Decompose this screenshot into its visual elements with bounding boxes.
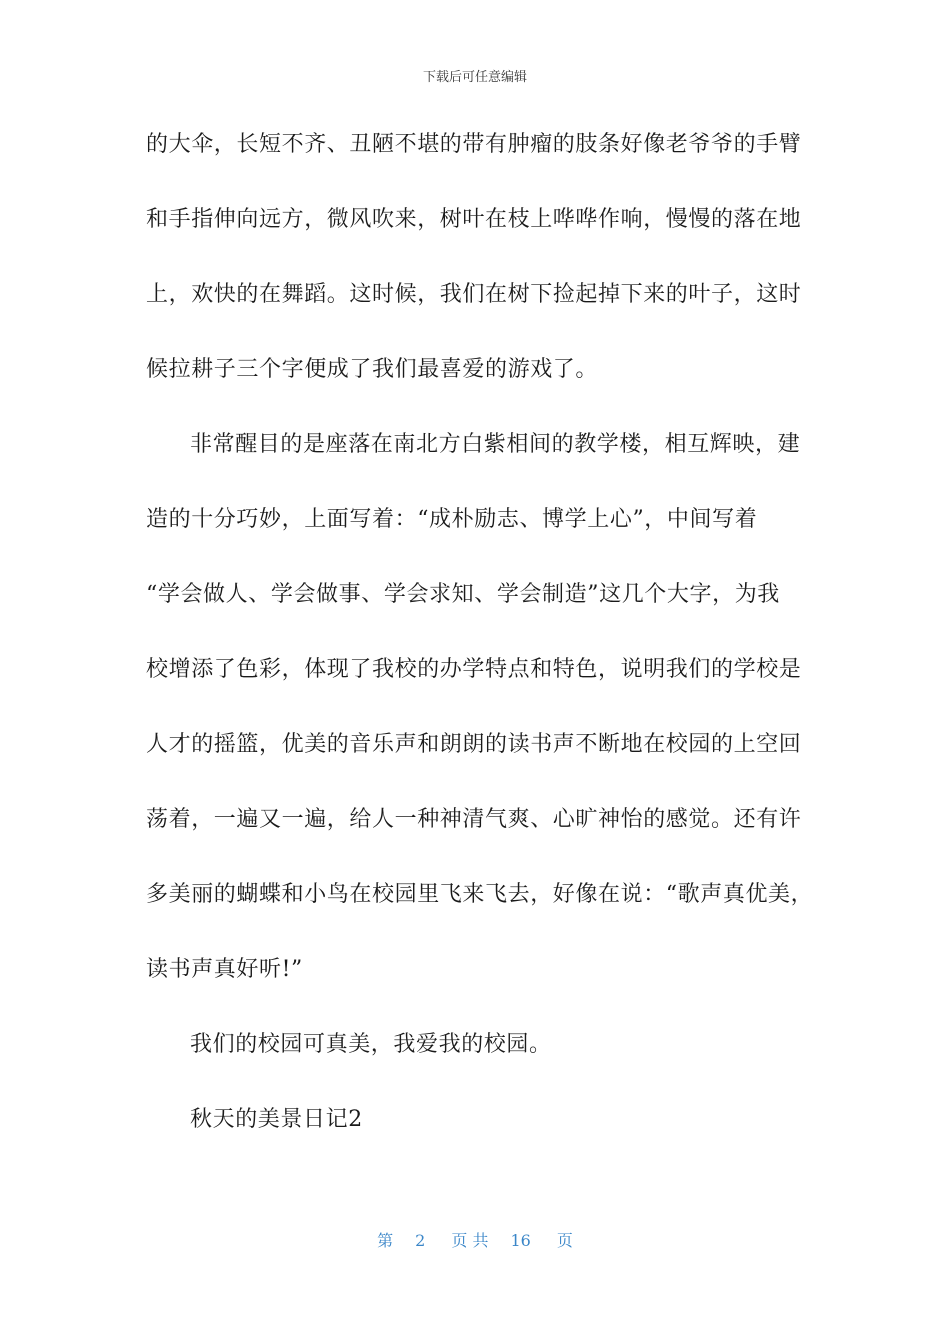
body-line-13: 我们的校园可真美，我爱我的校园。 xyxy=(190,1032,552,1057)
body-line-2: 和手指伸向远方，微风吹来，树叶在枝上哗哗作响，慢慢的落在地 xyxy=(146,207,802,232)
footer-middle: 页 共 xyxy=(451,1231,489,1250)
page-header: 下载后可任意编辑 xyxy=(422,70,527,85)
footer-suffix: 页 xyxy=(556,1231,573,1250)
footer-page-number: 2 xyxy=(415,1231,426,1250)
body-line-3: 上，欢快的在舞蹈。这时候，我们在树下捡起掉下来的叶子，这时 xyxy=(146,282,802,307)
body-line-8: 校增添了色彩，体现了我校的办学特点和特色，说明我们的学校是 xyxy=(146,657,802,682)
body-line-6: 造的十分巧妙，上面写着：“成朴励志、博学上心”，中间写着 xyxy=(146,507,758,532)
body-line-5: 非常醒目的是座落在南北方白紫相间的教学楼，相互辉映，建 xyxy=(190,432,801,457)
body-line-9: 人才的摇篮，优美的音乐声和朗朗的读书声不断地在校园的上空回 xyxy=(146,732,802,757)
footer-prefix: 第 xyxy=(377,1231,394,1250)
body-line-1: 的大伞，长短不齐、丑陋不堪的带有肿瘤的肢条好像老爷爷的手臂 xyxy=(146,132,802,157)
body-line-10: 荡着，一遍又一遍，给人一种神清气爽、心旷神怡的感觉。还有许 xyxy=(146,807,802,832)
footer-total-pages: 16 xyxy=(510,1231,531,1250)
section-title: 秋天的美景日记2 xyxy=(190,1107,363,1132)
page-footer xyxy=(0,1228,950,1251)
body-line-7: “学会做人、学会做事、学会求知、学会制造”这几个大字，为我 xyxy=(146,582,780,607)
body-line-12: 读书声真好听!” xyxy=(146,957,303,982)
body-line-4: 候拉耕子三个字便成了我们最喜爱的游戏了。 xyxy=(146,357,599,382)
body-line-11: 多美丽的蝴蝶和小鸟在校园里飞来飞去，好像在说：“歌声真优美， xyxy=(146,882,814,907)
